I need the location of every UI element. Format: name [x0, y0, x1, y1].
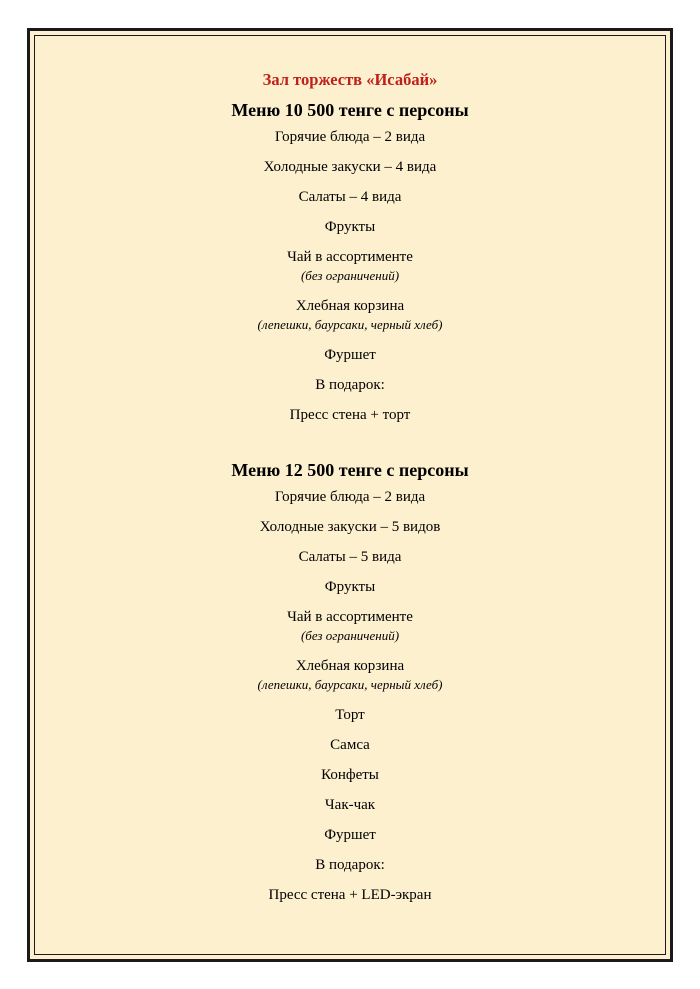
- menu-heading: Меню 10 500 тенге с персоны: [231, 100, 469, 120]
- venue-title: Зал торжеств «Исабай»: [262, 70, 438, 89]
- menu-item: Салаты – 4 вида: [298, 189, 402, 205]
- menu-item: Конфеты: [321, 767, 379, 783]
- menu-item-note: (без ограничений): [300, 628, 400, 643]
- menu-item: Хлебная корзина: [295, 658, 405, 674]
- menu-item-note: (лепешки, баурсаки, черный хлеб): [257, 317, 443, 332]
- menu-item-note: (без ограничений): [300, 268, 400, 283]
- menu-item: Пресс стена + торт: [289, 407, 411, 423]
- menu-item: Торт: [335, 707, 365, 723]
- menu-section: [30, 458, 670, 905]
- menu-item-note: (лепешки, баурсаки, черный хлеб): [257, 677, 443, 692]
- menu-item: Фрукты: [324, 219, 376, 235]
- menu-content: [30, 69, 670, 915]
- menu-item: Чай в ассортименте: [287, 249, 413, 265]
- menu-item: Хлебная корзина: [295, 298, 405, 314]
- menu-item: Горячие блюда – 2 вида: [274, 489, 426, 505]
- menu-item: Самса: [330, 737, 370, 753]
- menu-item: В подарок:: [315, 857, 385, 873]
- menu-item: Холодные закуски – 4 вида: [263, 159, 437, 175]
- menu-item: Пресс стена + LED-экран: [268, 887, 432, 903]
- menu-item: Чай в ассортименте: [287, 609, 413, 625]
- menu-item: Фуршет: [324, 827, 376, 843]
- menu-item: Холодные закуски – 5 видов: [259, 519, 441, 535]
- menu-item: В подарок:: [315, 377, 385, 393]
- menu-item: Чак-чак: [324, 797, 376, 813]
- section-divider: [30, 435, 670, 458]
- menu-heading: Меню 12 500 тенге с персоны: [231, 460, 469, 480]
- menu-item: Салаты – 5 вида: [298, 549, 402, 565]
- menu-section: [30, 98, 670, 425]
- menu-page: [27, 28, 673, 962]
- menu-item: Горячие блюда – 2 вида: [274, 129, 426, 145]
- menus-container: [30, 98, 670, 905]
- menu-item: Фрукты: [324, 579, 376, 595]
- menu-item: Фуршет: [324, 347, 376, 363]
